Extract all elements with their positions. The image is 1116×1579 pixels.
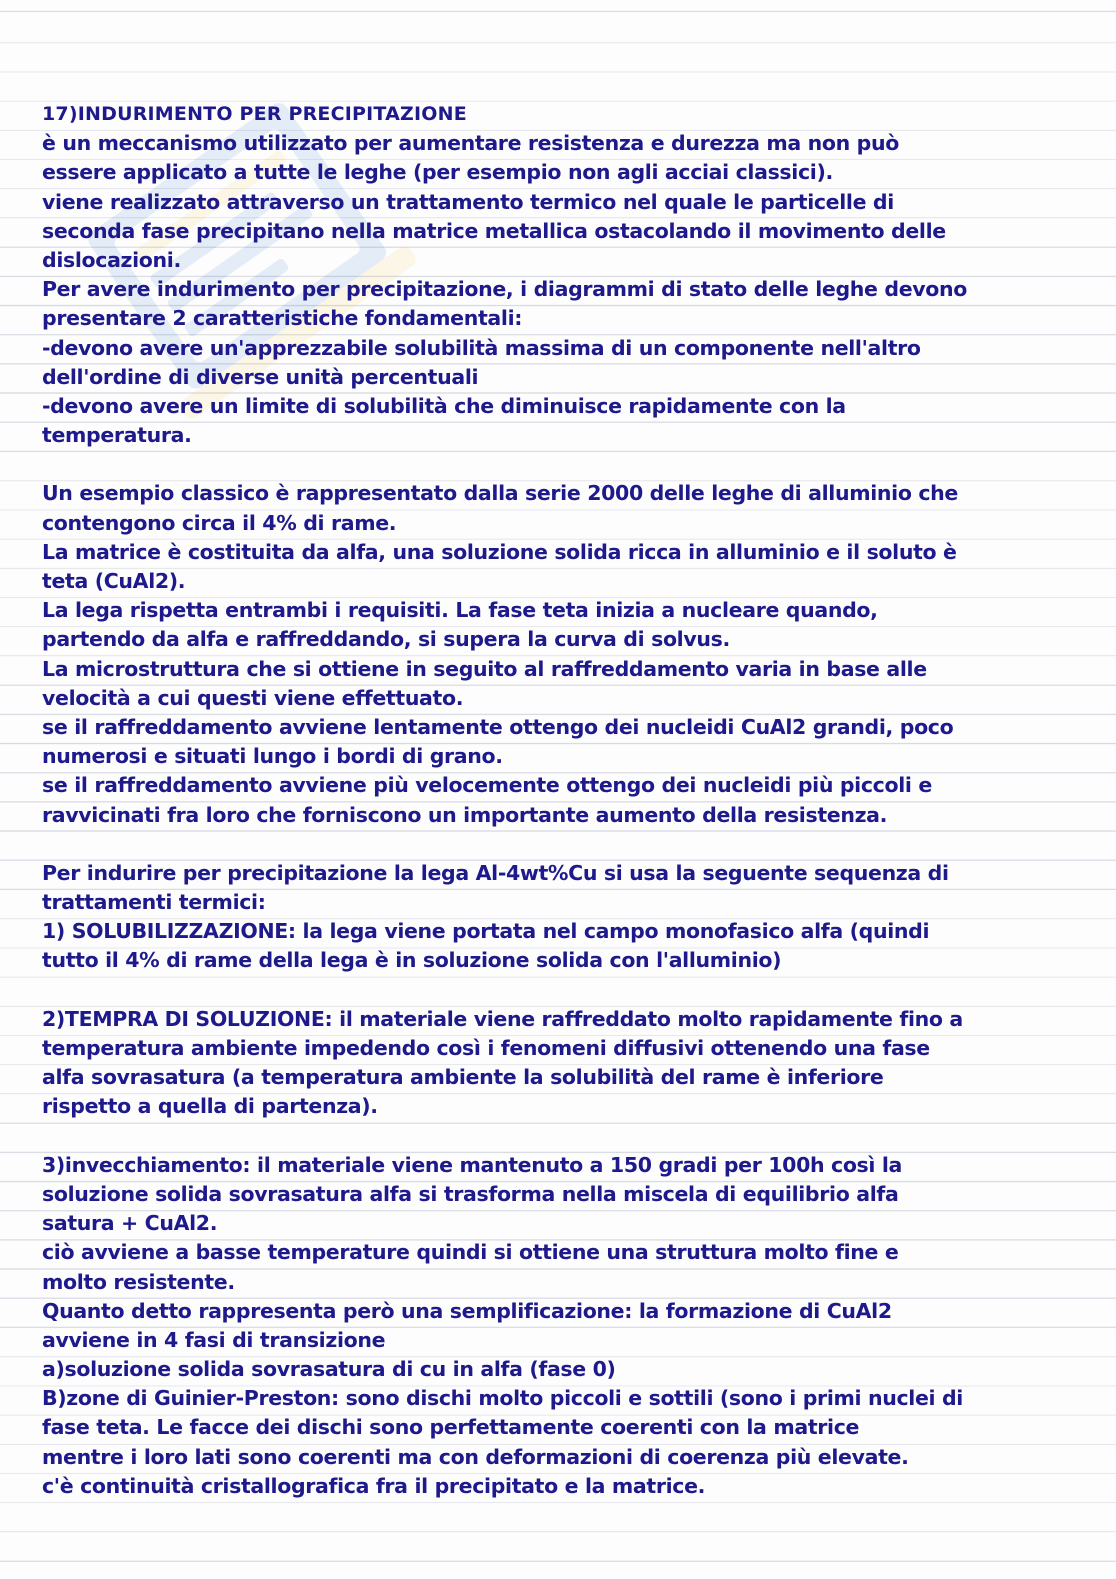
paragraph — [42, 1151, 1082, 1501]
section-title: 17)INDURIMENTO PER PRECIPITAZIONE — [42, 103, 467, 125]
text-line: numerosi e situati lungo i bordi di grano. — [42, 744, 503, 769]
text-line: B)zone di Guinier-Preston: sono dischi molto piccoli e sottili (sono i primi nuclei di — [42, 1386, 963, 1411]
text-line: dell'ordine di diverse unità percentuali — [42, 364, 479, 389]
text-line: Quanto detto rappresenta però una semplificazione: la formazione di CuAl2 — [42, 1298, 892, 1323]
paragraph-gap — [42, 450, 1082, 479]
text-line: a)soluzione solida sovrasatura di cu in alfa (fase 0) — [42, 1357, 616, 1382]
text-line: dislocazioni. — [42, 247, 181, 272]
text-line: -devono avere un'apprezzabile solubilità massima di un componente nell'altro — [42, 335, 921, 360]
text-line: Per indurire per precipitazione la lega Al-4wt%Cu si usa la seguente sequenza di — [42, 860, 949, 885]
text-line: presentare 2 caratteristiche fondamentali: — [42, 306, 523, 331]
text-line: 2)TEMPRA DI SOLUZIONE: il materiale viene raffreddato molto rapidamente fino a — [42, 1006, 963, 1031]
text-line: trattamenti termici: — [42, 890, 266, 915]
text-line: contengono circa il 4% di rame. — [42, 510, 397, 535]
paragraph — [42, 129, 1082, 450]
text-line: è un meccanismo utilizzato per aumentare resistenza e durezza ma non può — [42, 131, 899, 156]
paragraph — [42, 1005, 1082, 1122]
notes-page — [42, 100, 1082, 1501]
text-line: temperatura ambiente impedendo così i fenomeni diffusivi ottenendo una fase — [42, 1036, 930, 1060]
text-line: Un esempio classico è rappresentato dalla serie 2000 delle leghe di alluminio che — [42, 481, 958, 506]
text-line: c'è continuità cristallografica fra il precipitato e la matrice. — [42, 1473, 706, 1498]
notes-content — [42, 129, 1082, 1501]
text-line: teta (CuAl2). — [42, 569, 186, 593]
text-line: alfa sovrasatura (a temperatura ambiente la solubilità del rame è inferiore — [42, 1065, 884, 1090]
paragraph-gap — [42, 830, 1082, 859]
text-line: tutto il 4% di rame della lega è in soluzione solida con l'alluminio) — [42, 948, 782, 973]
paragraph-gap — [42, 1122, 1082, 1151]
text-line: velocità a cui questi viene effettuato. — [42, 685, 464, 710]
text-line: se il raffreddamento avviene più velocemente ottengo dei nucleidi più piccoli e — [42, 773, 932, 798]
text-line: soluzione solida sovrasatura alfa si trasforma nella miscela di equilibrio alfa — [42, 1181, 899, 1206]
text-line: mentre i loro lati sono coerenti ma con deformazioni di coerenza più elevate. — [42, 1444, 909, 1469]
paragraph — [42, 479, 1082, 829]
text-line: fase teta. Le facce dei dischi sono perfettamente coerenti con la matrice — [42, 1415, 860, 1440]
text-line: La matrice è costituita da alfa, una soluzione solida ricca in alluminio e il soluto è — [42, 539, 957, 564]
text-line: 1) SOLUBILIZZAZIONE: la lega viene portata nel campo monofasico alfa (quindi — [42, 919, 930, 944]
text-line: Per avere indurimento per precipitazione, i diagrammi di stato delle leghe devono — [42, 277, 967, 302]
text-line: seconda fase precipitano nella matrice metallica ostacolando il movimento delle — [42, 218, 946, 243]
text-line: ravvicinati fra loro che forniscono un importante aumento della resistenza. — [42, 802, 888, 827]
text-line: -devono avere un limite di solubilità che diminuisce rapidamente con la — [42, 393, 846, 418]
text-line: La microstruttura che si ottiene in seguito al raffreddamento varia in base alle — [42, 656, 927, 681]
text-line: molto resistente. — [42, 1269, 235, 1294]
text-line: partendo da alfa e raffreddando, si supera la curva di solvus. — [42, 627, 730, 652]
text-line: rispetto a quella di partenza). — [42, 1094, 378, 1119]
text-line: satura + CuAl2. — [42, 1211, 218, 1236]
paragraph-gap — [42, 976, 1082, 1005]
paragraph — [42, 859, 1082, 976]
text-line: se il raffreddamento avviene lentamente ottengo dei nucleidi CuAl2 grandi, poco — [42, 714, 954, 739]
text-line: ciò avviene a basse temperature quindi si ottiene una struttura molto fine e — [42, 1240, 899, 1265]
text-line: viene realizzato attraverso un trattamento termico nel quale le particelle di — [42, 189, 894, 214]
text-line: avviene in 4 fasi di transizione — [42, 1327, 386, 1352]
text-line: 3)invecchiamento: il materiale viene mantenuto a 150 gradi per 100h così la — [42, 1152, 903, 1177]
text-line: essere applicato a tutte le leghe (per esempio non agli acciai classici). — [42, 160, 833, 185]
text-line: La lega rispetta entrambi i requisiti. La fase teta inizia a nucleare quando, — [42, 598, 878, 623]
text-line: temperatura. — [42, 423, 192, 448]
